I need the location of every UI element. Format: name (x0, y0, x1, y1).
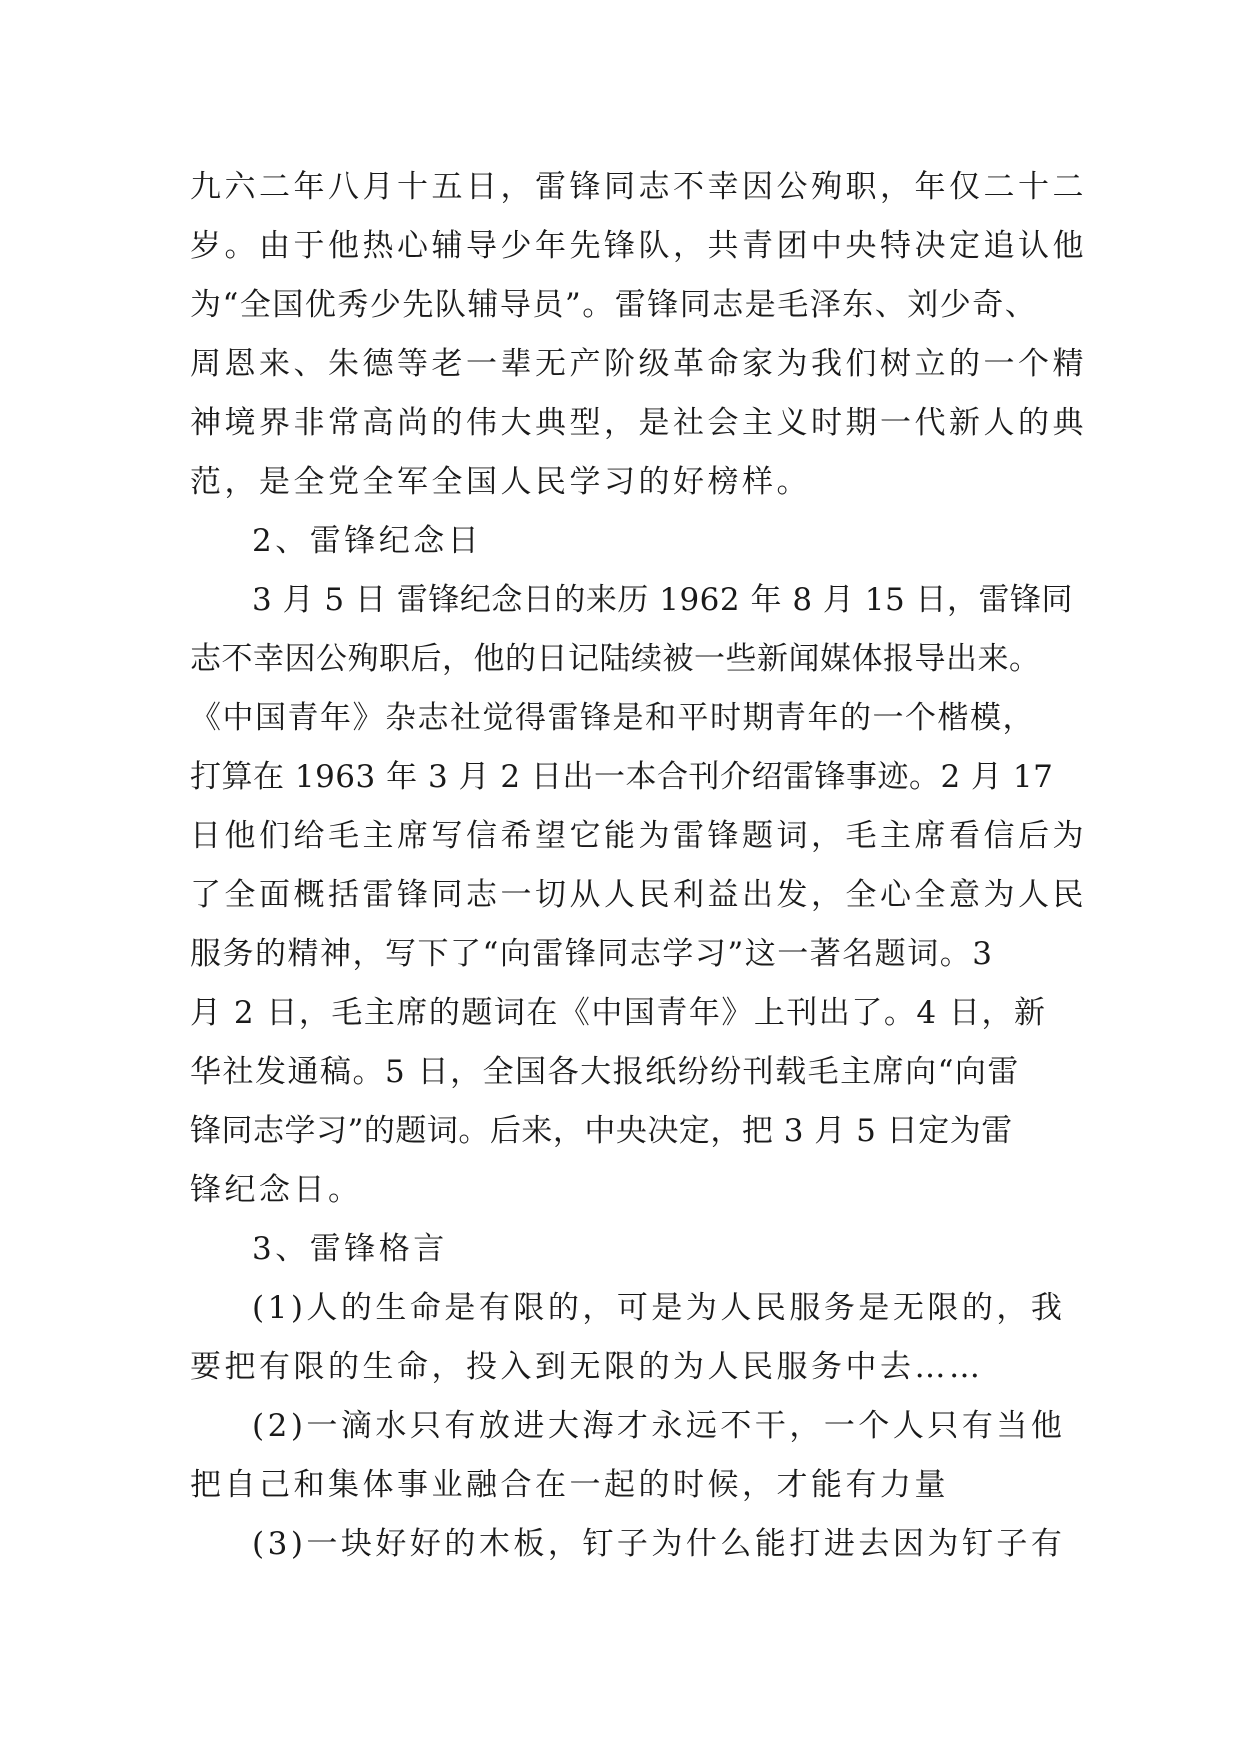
text-line: 了全面概括雷锋同志一切从人民利益出发，全心全意为人民 (190, 877, 1087, 913)
paragraph-maxim-3 (190, 1515, 1070, 1574)
text-line: (2)一滴水只有放进大海才永远不干，一个人只有当他 (252, 1408, 1066, 1444)
text-line: 要把有限的生命，投入到无限的为人民服务中去…… (190, 1349, 984, 1385)
text-line: 服务的精神，写下了“向雷锋同志学习”这一著名题词。3 (190, 936, 994, 972)
text-line: 神境界非常高尚的伟大典型，是社会主义时期一代新人的典 (190, 405, 1087, 441)
text-line: 华社发通稿。5 日，全国各大报纸纷纷刊载毛主席向“向雷 (190, 1054, 1020, 1090)
text-line: 周恩来、朱德等老一辈无产阶级革命家为我们树立的一个精 (190, 346, 1087, 382)
text-line: 月 2 日，毛主席的题词在《中国青年》上刊出了。4 日，新 (190, 995, 1047, 1031)
text-line: 九六二年八月十五日，雷锋同志不幸因公殉职，年仅二十二 (190, 169, 1087, 205)
section-heading-memorial-day: 2、雷锋纪念日 (252, 523, 483, 559)
paragraph-maxim-1 (190, 1279, 1070, 1397)
text-line: 3 月 5 日 雷锋纪念日的来历 1962 年 8 月 15 日，雷锋同 (252, 582, 1074, 618)
text-line: (3)一块好好的木板，钉子为什么能打进去因为钉子有 (252, 1526, 1066, 1562)
text-line: 锋纪念日。 (190, 1172, 363, 1208)
paragraph-memorial-day-history (190, 571, 1087, 1220)
text-line: 把自己和集体事业融合在一起的时候，才能有力量 (190, 1467, 949, 1503)
paragraph-maxim-2 (190, 1397, 1070, 1515)
document-body (190, 158, 1087, 1574)
text-line: 锋同志学习”的题词。后来，中央决定，把 3 月 5 日定为雷 (190, 1113, 1013, 1149)
text-line: 《中国青年》杂志社觉得雷锋是和平时期青年的一个楷模， (190, 700, 1035, 736)
section-heading-maxims: 3、雷锋格言 (252, 1231, 448, 1267)
text-line: (1)人的生命是有限的，可是为人民服务是无限的，我 (252, 1290, 1066, 1326)
text-line: 日他们给毛主席写信希望它能为雷锋题词，毛主席看信后为 (190, 818, 1087, 854)
paragraph-lei-feng-biography (190, 158, 1087, 512)
text-line: 范，是全党全军全国人民学习的好榜样。 (190, 464, 811, 500)
text-line: 岁。由于他热心辅导少年先锋队，共青团中央特决定追认他 (190, 228, 1087, 264)
text-line: 打算在 1963 年 3 月 2 日出一本合刊介绍雷锋事迹。2 月 17 (190, 759, 1054, 795)
text-line: 为“全国优秀少先队辅导员”。雷锋同志是毛泽东、刘少奇、 (190, 287, 1038, 323)
text-line: 志不幸因公殉职后，他的日记陆续被一些新闻媒体报导出来。 (190, 641, 1041, 677)
